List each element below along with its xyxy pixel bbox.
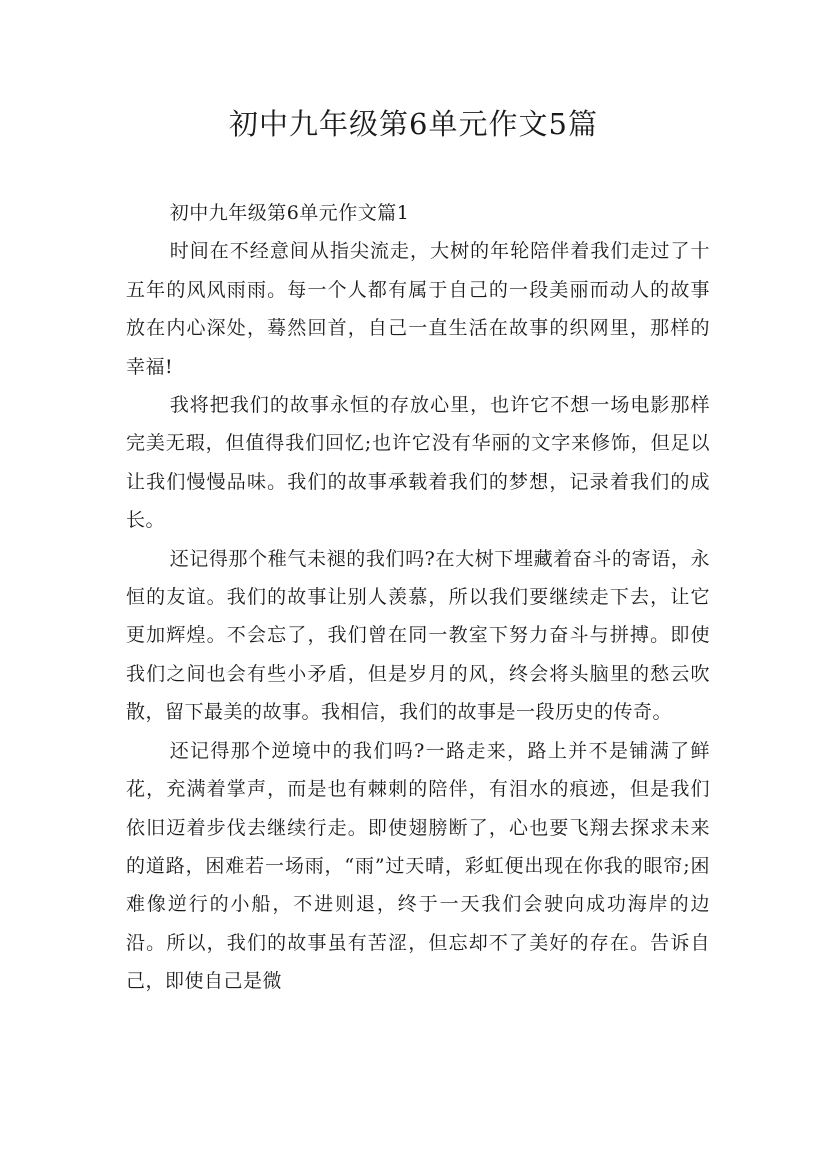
document-body	[126, 194, 710, 1001]
paragraph-1: 时间在不经意间从指尖流走，大树的年轮陪伴着我们走过了十五年的风风雨雨。每一个人都有属于自己的一段美丽而动人的故事放在内心深处，蓦然回首，自己一直生活在故事的织网里，那样的幸福!	[126, 240, 710, 378]
section-subtitle: 初中九年级第6单元作文篇1	[169, 202, 410, 224]
paragraph-2: 我将把我们的故事永恒的存放心里，也许它不想一场电影那样完美无瑕，但值得我们回忆;也许它没有华丽的文字来修饰，但足以让我们慢慢品味。我们的故事承载着我们的梦想，记录着我们的成长。	[126, 394, 710, 532]
paragraph-3: 还记得那个稚气未褪的我们吗?在大树下埋藏着奋斗的寄语，永恒的友谊。我们的故事让别人羡慕，所以我们要继续走下去，让它更加辉煌。不会忘了，我们曾在同一教室下努力奋斗与拼搏。即使我们之间也会有些小矛盾，但是岁月的风，终会将头脑里的愁云吹散，留下最美的故事。我相信，我们的故事是一段历史的传奇。	[126, 547, 710, 724]
document-title: 初中九年级第6单元作文5篇	[229, 107, 598, 141]
paragraph-4: 还记得那个逆境中的我们吗?一路走来，路上并不是铺满了鲜花，充满着掌声，而是也有棘刺的陪伴，有泪水的痕迹，但是我们依旧迈着步伐去继续行走。即使翅膀断了，心也要飞翔去探求未来的道路，困难若一场雨，“雨”过天晴，彩虹便出现在你我的眼帘;困难像逆行的小船，不进则退，终于一天我们会驶向成功海岸的边沿。所以，我们的故事虽有苦涩，但忘却不了美好的存在。告诉自己，即使自己是微	[126, 739, 710, 993]
